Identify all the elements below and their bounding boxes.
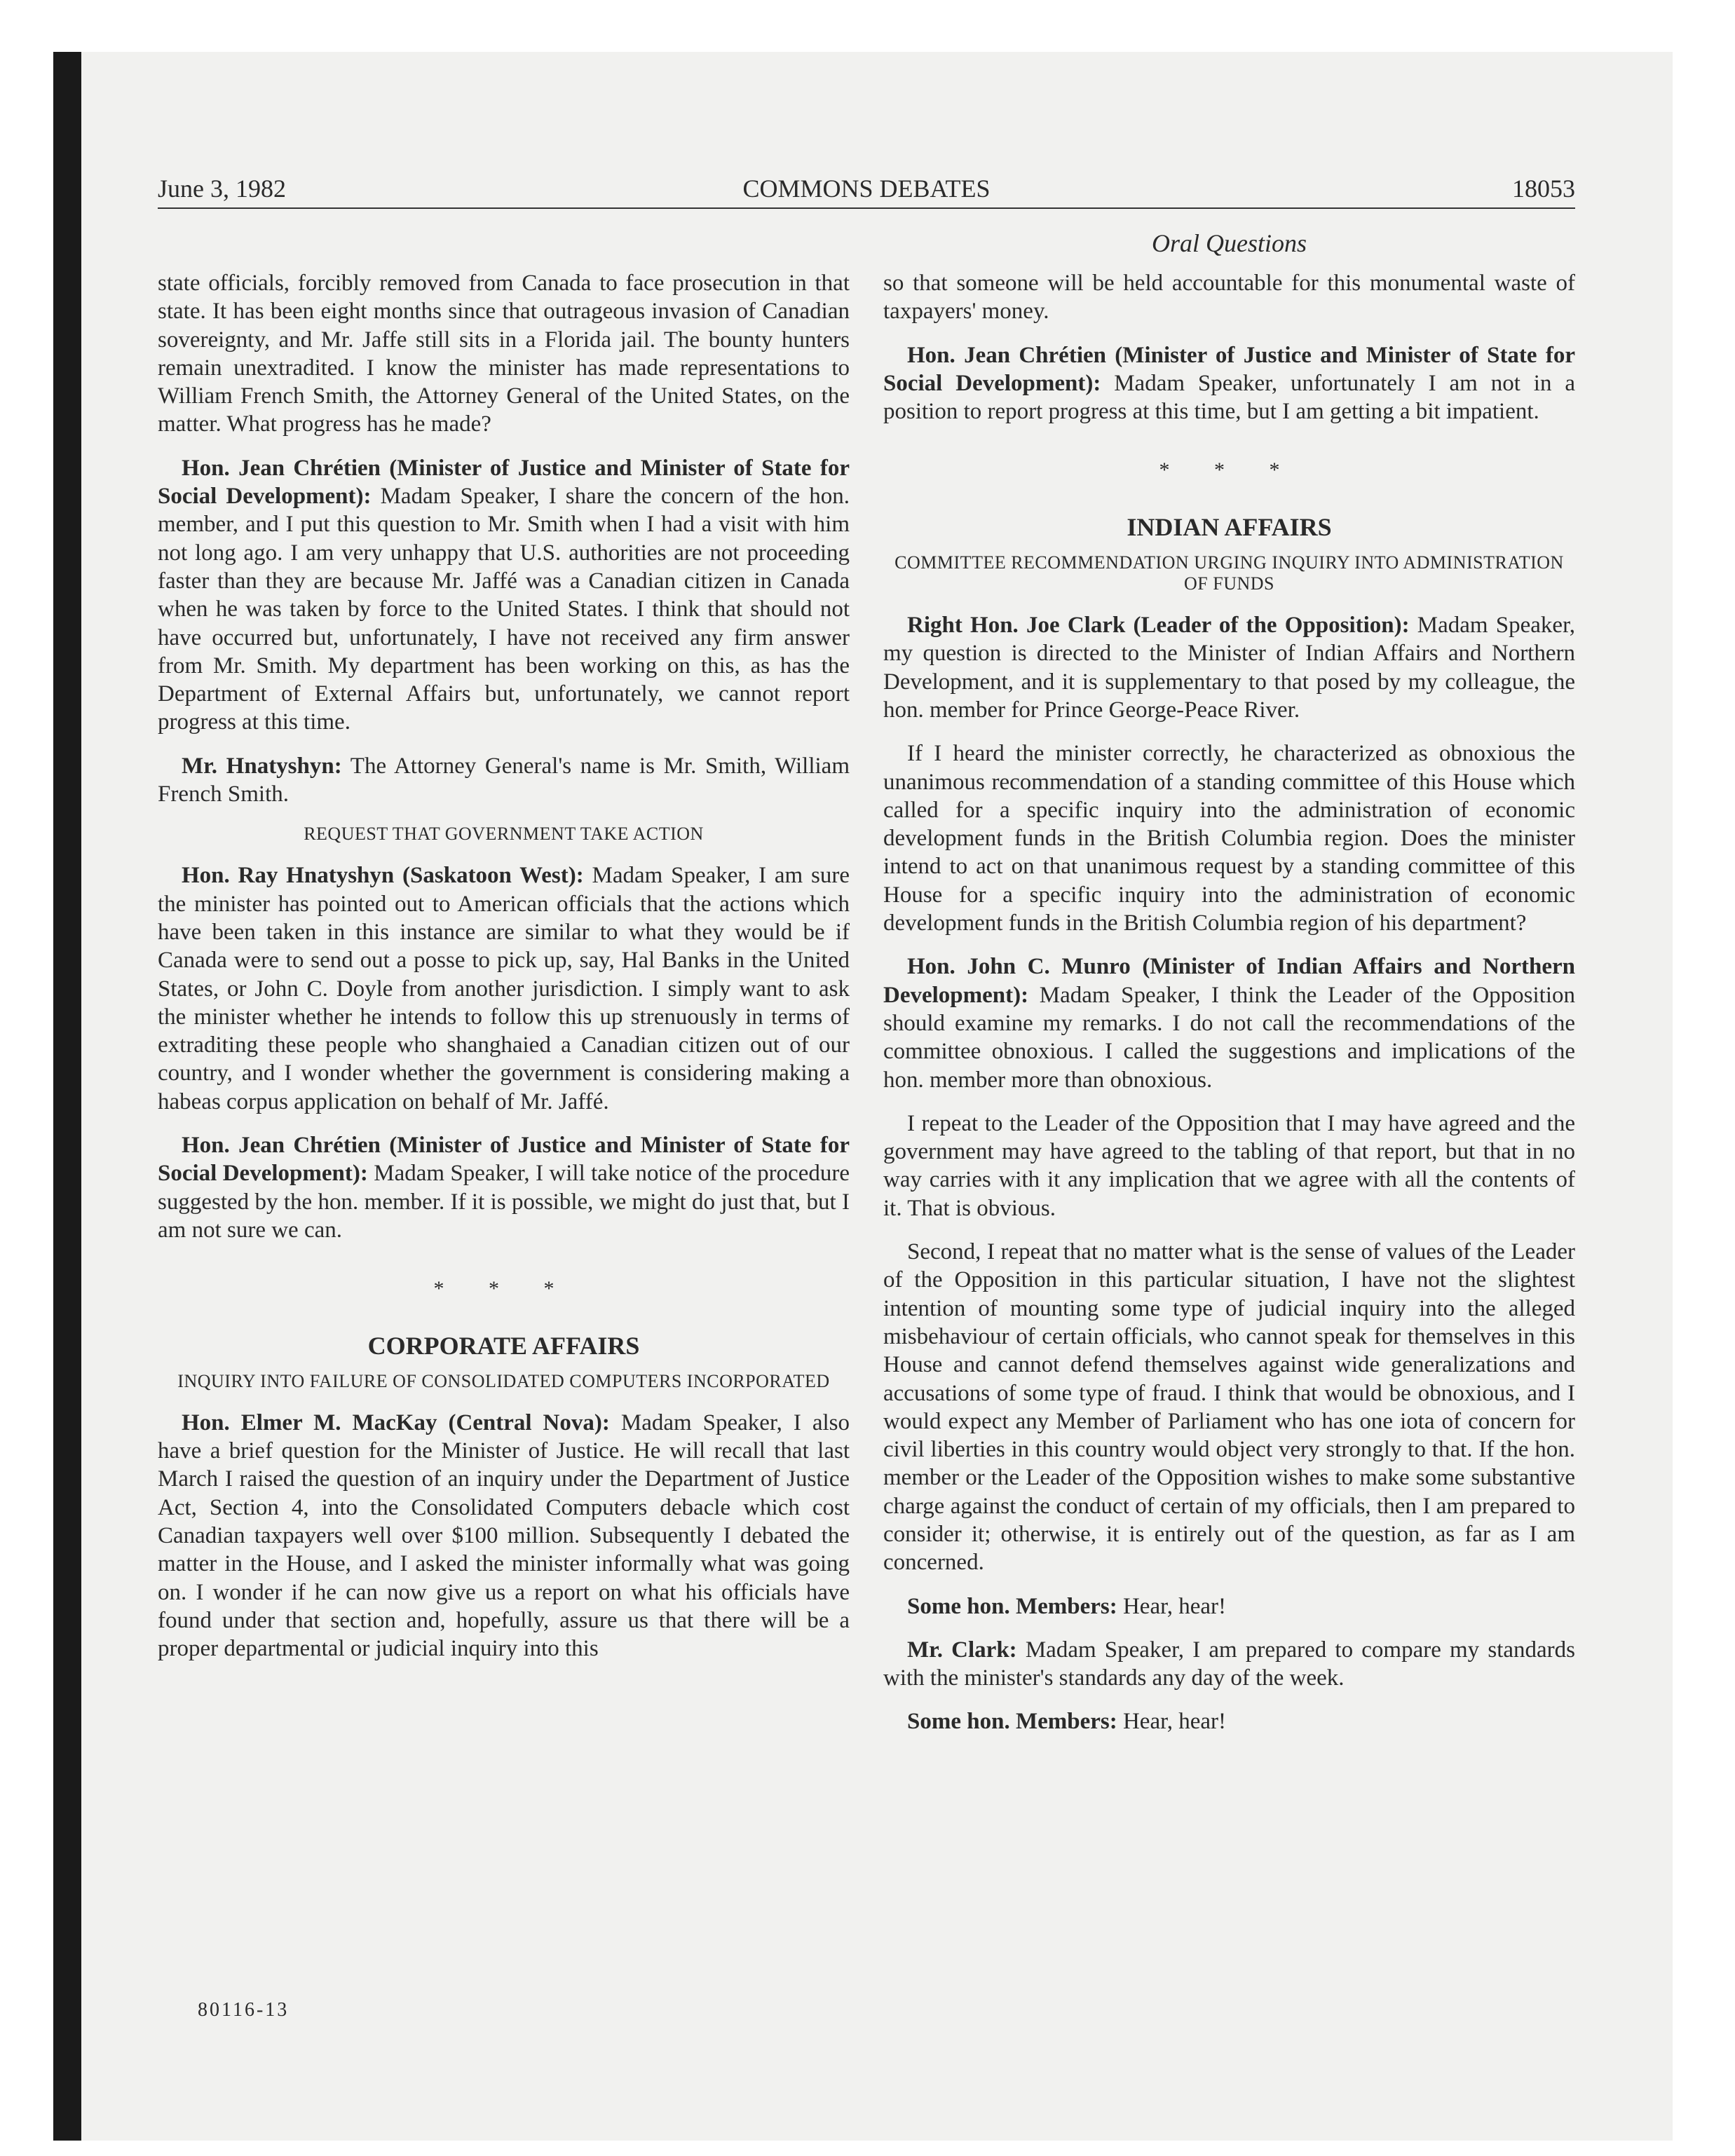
speaker: Hon. John C. Munro (Minister of Indian Affairs and Northern Development): — [883, 954, 1575, 1008]
paragraph — [158, 1409, 850, 1663]
paragraph: so that someone will be held accountable for this monumental waste of taxpayers' money. — [883, 271, 1575, 325]
header-title: COMMONS DEBATES — [742, 175, 991, 203]
subsection-heading: COMMITTEE RECOMMENDATION URGING INQUIRY INTO ADMINISTRATION OF FUNDS — [894, 552, 1564, 594]
speech: Madam Speaker, unfortunately I am not in a position to report progress at this time, but I am getting a bit impatient. — [883, 370, 1575, 425]
paragraph — [883, 1592, 1575, 1621]
speaker: Some hon. Members: — [907, 1593, 1117, 1619]
subsection-heading: INQUIRY INTO FAILURE OF CONSOLIDATED COMPUTERS INCORPORATED — [177, 1370, 830, 1391]
paragraph — [883, 1636, 1575, 1693]
speech: Madam Speaker, I will take notice of the procedure suggested by the hon. member. If it is possible, we might do just that, but I am not sure we can. — [158, 1161, 850, 1243]
paragraph — [158, 861, 850, 1116]
paragraph: Second, I repeat that no matter what is the sense of values of the Leader of the Opposition in this particular situation, I have not the slightest intention of mounting some type of judicial inquiry into the alleged misbehaviour of certain officials, who cannot speak for themselves in this House and cannot defend themselves against wide generalizations and accusations of some type of fraud. I think that would be obnoxious, and I would expect any Member of Parliament who has one iota of concern for civil liberties in this country would object very strongly to that. If the hon. member or the Leader of the Opposition wishes to make some substantive charge against the conduct of certain of my officials, then I am prepared to consider it; otherwise, it is entirely out of the question, as far as I am concerned. — [883, 1239, 1575, 1576]
speaker: Hon. Jean Chrétien (Minister of Justice and Minister of State for Social Development): — [883, 342, 1575, 396]
section-heading: INDIAN AFFAIRS — [1127, 512, 1332, 541]
header-date: June 3, 1982 — [158, 175, 286, 203]
paragraph — [883, 341, 1575, 426]
speech: Madam Speaker, my question is directed to the Minister of Indian Affairs and Northern Development, and it is supplementary to that posed by my colleague, the hon. member for Prince George-Peace River. — [883, 613, 1575, 723]
speaker: Hon. Ray Hnatyshyn (Saskatoon West): — [182, 863, 584, 889]
speaker: Mr. Hnatyshyn: — [182, 753, 342, 779]
paragraph: If I heard the minister correctly, he characterized as obnoxious the unanimous recommendation of a standing committee of this House which called for a specific inquiry into the administration of economic development funds in the British Columbia region. Does the minister intend to act on that unanimous request by a standing committee of this House for a specific inquiry into the administration of economic development funds in the British Columbia region of his department? — [883, 741, 1575, 936]
speech: Madam Speaker, I am prepared to compare my standards with the minister's standards any day of the week. — [883, 1637, 1575, 1691]
section-heading: CORPORATE AFFAIRS — [367, 1331, 640, 1360]
speaker: Mr. Clark: — [907, 1637, 1017, 1663]
speech: Madam Speaker, I think the Leader of the Opposition should examine my remarks. I do not call the recommendations of the committee obnoxious. I called the suggestions and implications of the hon. member more than obnoxious. — [883, 982, 1575, 1093]
signature-mark: 80116-13 — [198, 1999, 290, 2021]
speaker: Some hon. Members: — [907, 1709, 1117, 1735]
paragraph — [158, 752, 850, 809]
speech: The Attorney General's name is Mr. Smith, William French Smith. — [158, 753, 850, 807]
page-header — [158, 174, 1575, 210]
header-rule — [158, 207, 1575, 209]
speech: Hear, hear! — [1117, 1709, 1227, 1735]
speaker: Right Hon. Joe Clark (Leader of the Opposition): — [907, 613, 1410, 639]
paragraph: state officials, forcibly removed from Canada to face prosecution in that state. It has been eight months since that outrageous invasion of Canadian sovereignty, and Mr. Jaffe still sits in a Florida jail. The bounty hunters remain unextradited. I know the minister has made representations to William French Smith, the Attorney General of the United States, on the matter. What progress has he made? — [158, 271, 850, 437]
speaker: Hon. Jean Chrétien (Minister of Justice and Minister of State for Social Development): — [158, 1133, 850, 1187]
right-column — [883, 269, 1575, 1752]
paragraph — [883, 611, 1575, 724]
paragraph — [883, 953, 1575, 1093]
section-separator: * * * — [433, 1277, 574, 1301]
speech: Madam Speaker, I am sure the minister has pointed out to American officials that the actions which have been taken in this instance are similar to what they would be if Canada were to send out a posse to pick up, say, Hal Banks in the United States, or John C. Doyle from another jurisdiction. I simply want to ask the minister whether he intends to follow this up strenuously in terms of extraditing these people who shanghaied a Canadian citizen out of our country, and I wonder whether the government is considering making a habeas corpus application on behalf of Mr. Jaffé. — [158, 863, 850, 1114]
running-head: Oral Questions — [1151, 229, 1307, 257]
paragraph: I repeat to the Leader of the Opposition that I may have agreed and the government may have agreed to the tabling of that report, but that in no way carries with it any implication that we agree with all the contents of it. That is obvious. — [883, 1110, 1575, 1221]
paragraph — [158, 1131, 850, 1244]
subsection-heading: REQUEST THAT GOVERNMENT TAKE ACTION — [304, 824, 704, 845]
speaker: Hon. Jean Chrétien (Minister of Justice and Minister of State for Social Development): — [158, 455, 850, 510]
speech: Hear, hear! — [1117, 1593, 1227, 1619]
speech: Madam Speaker, I also have a brief question for the Minister of Justice. He will recall that last March I raised the question of an inquiry under the Department of Justice Act, Section 4, into the Consolidated Computers debacle which cost Canadian taxpayers well over $100 million. Subsequently I debated the matter in the House, and I asked the minister informally what was going on. I wonder if he can now give us a report on what his officials have found under that section and, hopefully, assure us that there will be a proper departmental or judicial inquiry into this — [158, 1410, 850, 1662]
header-page-number: 18053 — [1512, 175, 1575, 203]
left-column — [158, 269, 850, 1678]
paragraph — [158, 454, 850, 737]
paragraph — [883, 1707, 1575, 1735]
speaker: Hon. Elmer M. MacKay (Central Nova): — [182, 1410, 610, 1435]
section-separator: * * * — [1159, 458, 1300, 482]
binding-edge — [53, 52, 81, 2141]
speech: Madam Speaker, I share the concern of the hon. member, and I put this question to Mr. Smith when I had a visit with him not long ago. I am very unhappy that U.S. authorities are not proceeding faster than they are because Mr. Jaffé was a Canadian citizen in Canada when he was taken by force to the United States. I think that should not have occurred but, unfortunately, I have not received any firm answer from Mr. Smith. My department has been working on this, as has the Department of External Affairs but, unfortunately, we cannot report progress at this time. — [158, 484, 850, 735]
